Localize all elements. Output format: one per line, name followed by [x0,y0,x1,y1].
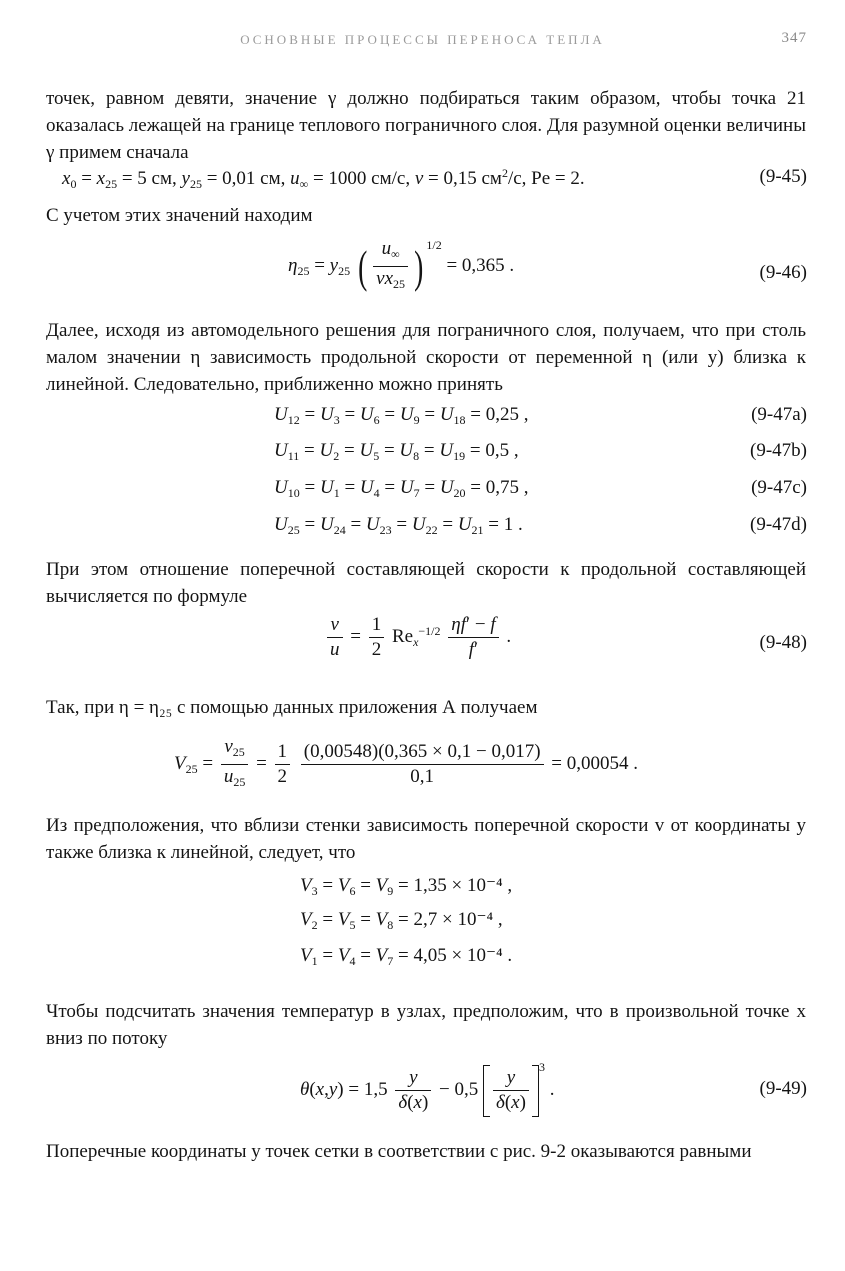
equation-number-9-47c: (9-47c) [751,477,807,498]
paragraph-1: точек, равном девяти, значение γ должно подбираться таким образом, чтобы точка 21 оказалась лежащей на границе теплового пограничного слоя. Для разумной оценки величины γ примем сначала [46,88,806,163]
equation-number-9-49: (9-49) [759,1078,807,1099]
equation-9-49: θ(x,y) = 1,5 $\frac{y}{\delta(x)}$ − 0,5 $\frac{y}{\delta(x)}$ $^3$ . [300,1060,554,1117]
equation-9-47a: $U_{12} = U_3 = U_6 = U_9 = U_{18} = 0,25$ , [274,404,529,427]
equation-9-47a-value: = 0,25 , [470,404,529,425]
paragraph-4: При этом отношение поперечной составляющей скорости к продольной составляющей вычисляется по формуле [46,559,806,607]
paragraph-3: Далее, исходя из автомодельного решения для пограничного слоя, получаем, что при столь малом значении η зависимость продольной скорости от переменной η (или y) близка к линейной. Следовательно, приближенно можно принять [46,320,806,395]
paragraph-8: Поперечные координаты y точек сетки в соответствии с рис. 9-2 оказываются равными [46,1141,752,1162]
equation-9-48: $\frac{v}{u}$ = $\frac{1}{2}$ $Re_x^{-1/2}$ $\frac{\eta f' - f}{f'}$ . [324,614,511,661]
equation-number-9-47d: (9-47d) [750,514,807,535]
v25-numerator: (0,00548)(0,365 × 0,1 − 0,017) [301,741,544,765]
paragraph-6: Из предположения, что вблизи стенки зависимость поперечной скорости v от координаты y также близка к линейной, следует, что [46,815,806,863]
equation-9-47c-value: = 0,75 , [470,477,529,498]
equation-number-9-47b: (9-47b) [750,440,807,461]
v25-denominator: 0,1 [410,766,435,787]
equation-number-9-47a: (9-47a) [751,404,807,425]
equation-v2: $V_2 = V_5 = V_8 = 2,7 \times 10^{-4}$ , [300,909,503,932]
page-number: 347 [781,30,807,46]
paragraph-2: С учетом этих значений находим [46,205,313,226]
equation-v3: $V_3 = V_6 = V_9 = 1,35 \times 10^{-4}$ , [300,875,513,898]
equation-number-9-45: (9-45) [759,166,807,187]
paragraph-5: Так, при η = η₂₅ с помощью данных приложения А получаем [46,697,538,718]
equation-9-46-value: = 0,365 . [446,255,515,276]
equation-9-46: $\eta_{25} = y_{25}$ ( $\frac{u_\infty}{\nu x_{25}}$ ) $^{1/2}$ = 0,365 . [288,238,515,292]
equation-9-47b-value: = 0,5 , [469,440,519,461]
equation-9-45: $x_0 = x_{25} = 5$ см, $y_{25} = 0,01$ см, $u_\infty = 1000$ см/с, ν = 0,15 $см^2/с$, Pe = 2. [62,166,585,191]
v25-result: = 0,00054 . [551,752,639,774]
equation-v25: $V_{25}$ = $\frac{v_{25}}{u_{25}}$ = $\frac{1}{2}$ $\frac{(0,00548)(0,365 \times 0,1 - 0,017)}{0,1}$ = 0,00054 . [174,736,639,789]
running-head: ОСНОВНЫЕ ПРОЦЕССЫ ПЕРЕНОСА ТЕПЛА [240,32,605,47]
equation-v1: $V_1 = V_4 = V_7 = 4,05 \times 10^{-4}$ . [300,945,513,968]
equation-v1-value: = 4,05 × 10⁻⁴ . [398,945,513,966]
paragraph-7: Чтобы подсчитать значения температур в узлах, предположим, что в произвольной точке x вниз по потоку [46,1001,806,1049]
equation-number-9-48: (9-48) [759,632,807,653]
equation-9-47c: $U_{10} = U_1 = U_4 = U_7 = U_{20} = 0,75$ , [274,477,529,500]
equation-v3-value: = 1,35 × 10⁻⁴ , [398,875,513,896]
equation-9-47d-value: = 1 . [488,514,523,535]
equation-9-47b: $U_{11} = U_2 = U_5 = U_8 = U_{19} = 0,5$ , [274,440,519,463]
equation-9-47d: $U_{25} = U_{24} = U_{23} = U_{22} = U_{21} = 1$ . [274,514,523,537]
equation-v2-value: = 2,7 × 10⁻⁴ , [398,909,503,930]
equation-number-9-46: (9-46) [759,262,807,283]
